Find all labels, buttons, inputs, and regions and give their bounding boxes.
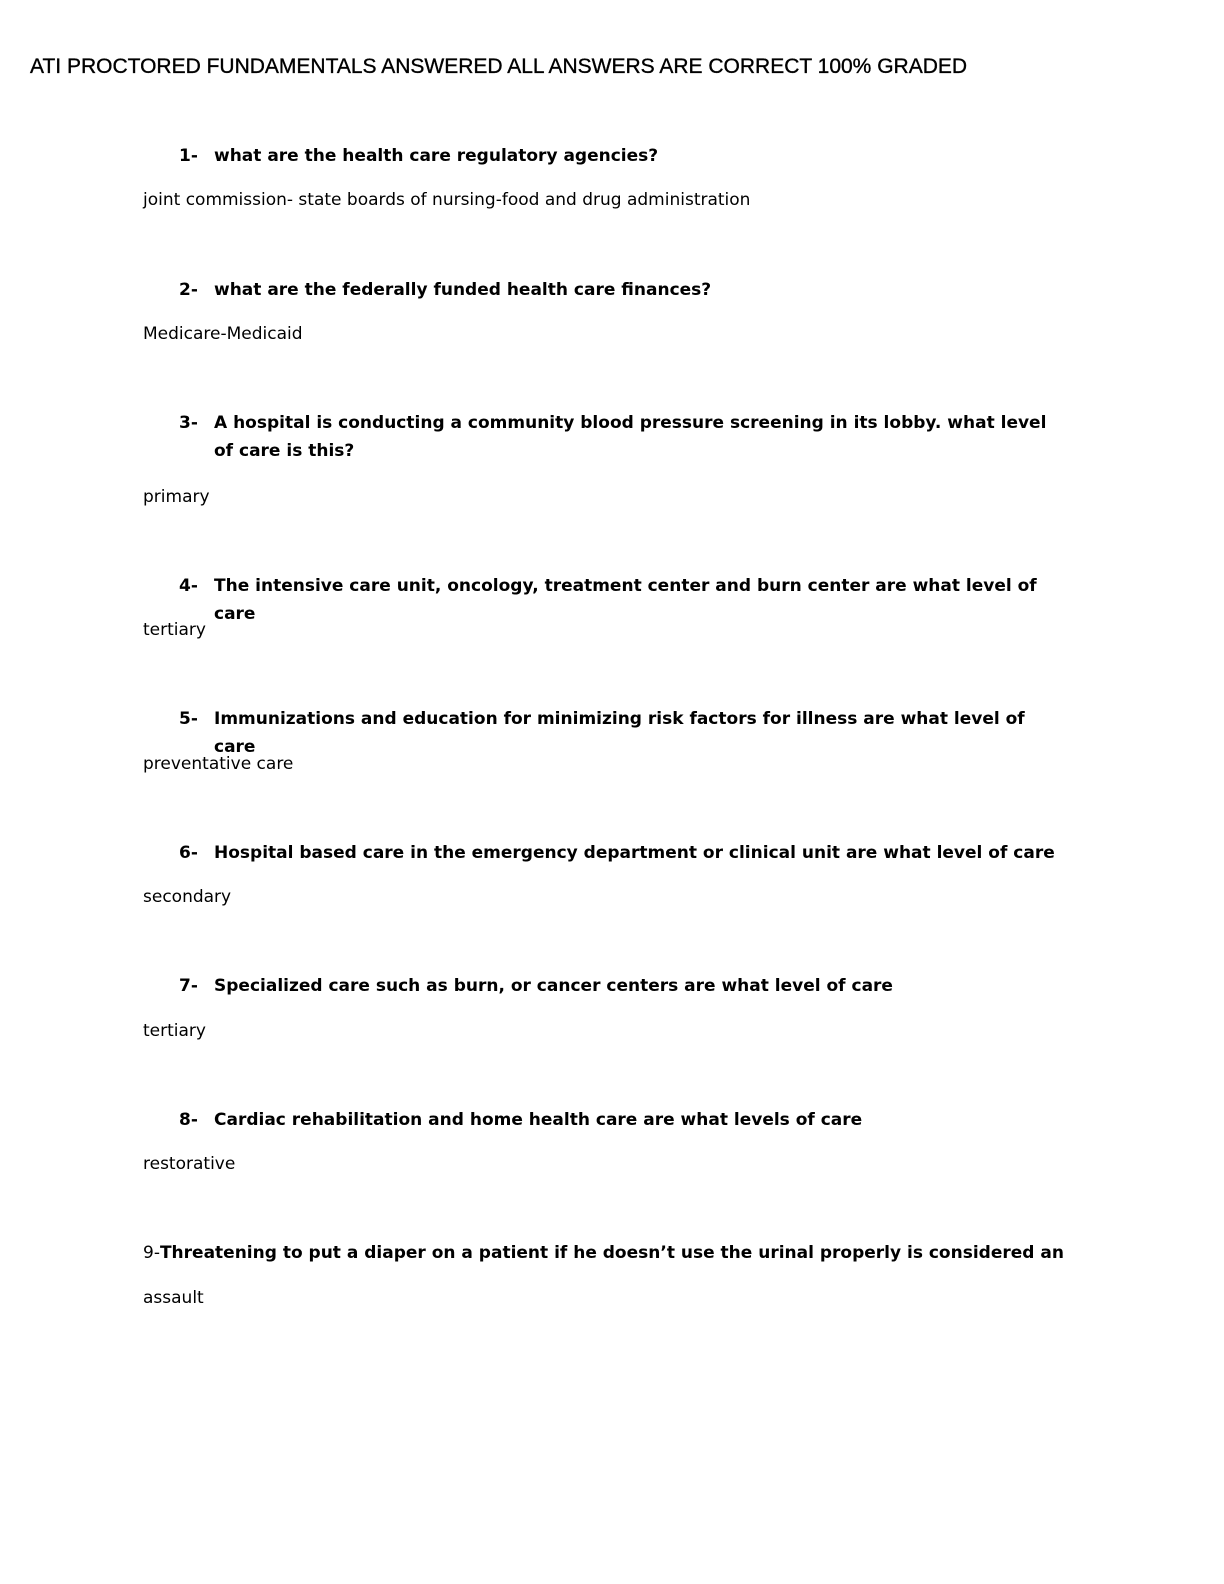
question-text: what are the federally funded health care finances? <box>214 280 712 300</box>
document-title: ATI PROCTORED FUNDAMENTALS ANSWERED ALL ANSWERS ARE CORRECT 100% GRADED <box>30 55 968 78</box>
question-number: 7- <box>179 976 198 996</box>
question-text: Specialized care such as burn, or cancer centers are what level of care <box>214 976 893 996</box>
question-number: 9- <box>143 1243 160 1263</box>
question-1 <box>179 142 1059 170</box>
question-3 <box>179 409 1059 465</box>
question-number: 1- <box>179 146 198 166</box>
question-4 <box>179 572 1059 628</box>
question-text: The intensive care unit, oncology, treatment center and burn center are what level of care <box>214 576 1037 624</box>
question-number: 6- <box>179 843 198 863</box>
question-6 <box>179 839 1059 867</box>
question-text: Cardiac rehabilitation and home health care are what levels of care <box>214 1110 863 1130</box>
answer-2: Medicare-Medicaid <box>143 324 303 344</box>
question-8 <box>179 1106 1059 1134</box>
question-number: 2- <box>179 280 198 300</box>
question-number: 5- <box>179 709 198 729</box>
question-text: Immunizations and education for minimizing risk factors for illness are what level of care <box>214 709 1025 757</box>
question-2 <box>179 276 1059 304</box>
answer-4: tertiary <box>143 620 206 640</box>
question-9 <box>143 1239 1064 1267</box>
question-5 <box>179 705 1059 761</box>
answer-1: joint commission- state boards of nursing-food and drug administration <box>143 190 751 210</box>
answer-7: tertiary <box>143 1021 206 1041</box>
answer-9: assault <box>143 1288 204 1308</box>
question-text: Hospital based care in the emergency department or clinical unit are what level of care <box>214 843 1055 863</box>
answer-5: preventative care <box>143 754 294 774</box>
answer-8: restorative <box>143 1154 236 1174</box>
question-text: what are the health care regulatory agencies? <box>214 146 659 166</box>
question-7 <box>179 972 1059 1000</box>
question-number: 8- <box>179 1110 198 1130</box>
question-text: A hospital is conducting a community blood pressure screening in its lobby. what level of care is this? <box>214 413 1047 461</box>
question-number: 4- <box>179 576 198 596</box>
question-text: Threatening to put a diaper on a patient if he doesn’t use the urinal properly is considered an <box>159 1243 1064 1263</box>
answer-3: primary <box>143 487 210 507</box>
answer-6: secondary <box>143 887 232 907</box>
question-number: 3- <box>179 413 198 433</box>
